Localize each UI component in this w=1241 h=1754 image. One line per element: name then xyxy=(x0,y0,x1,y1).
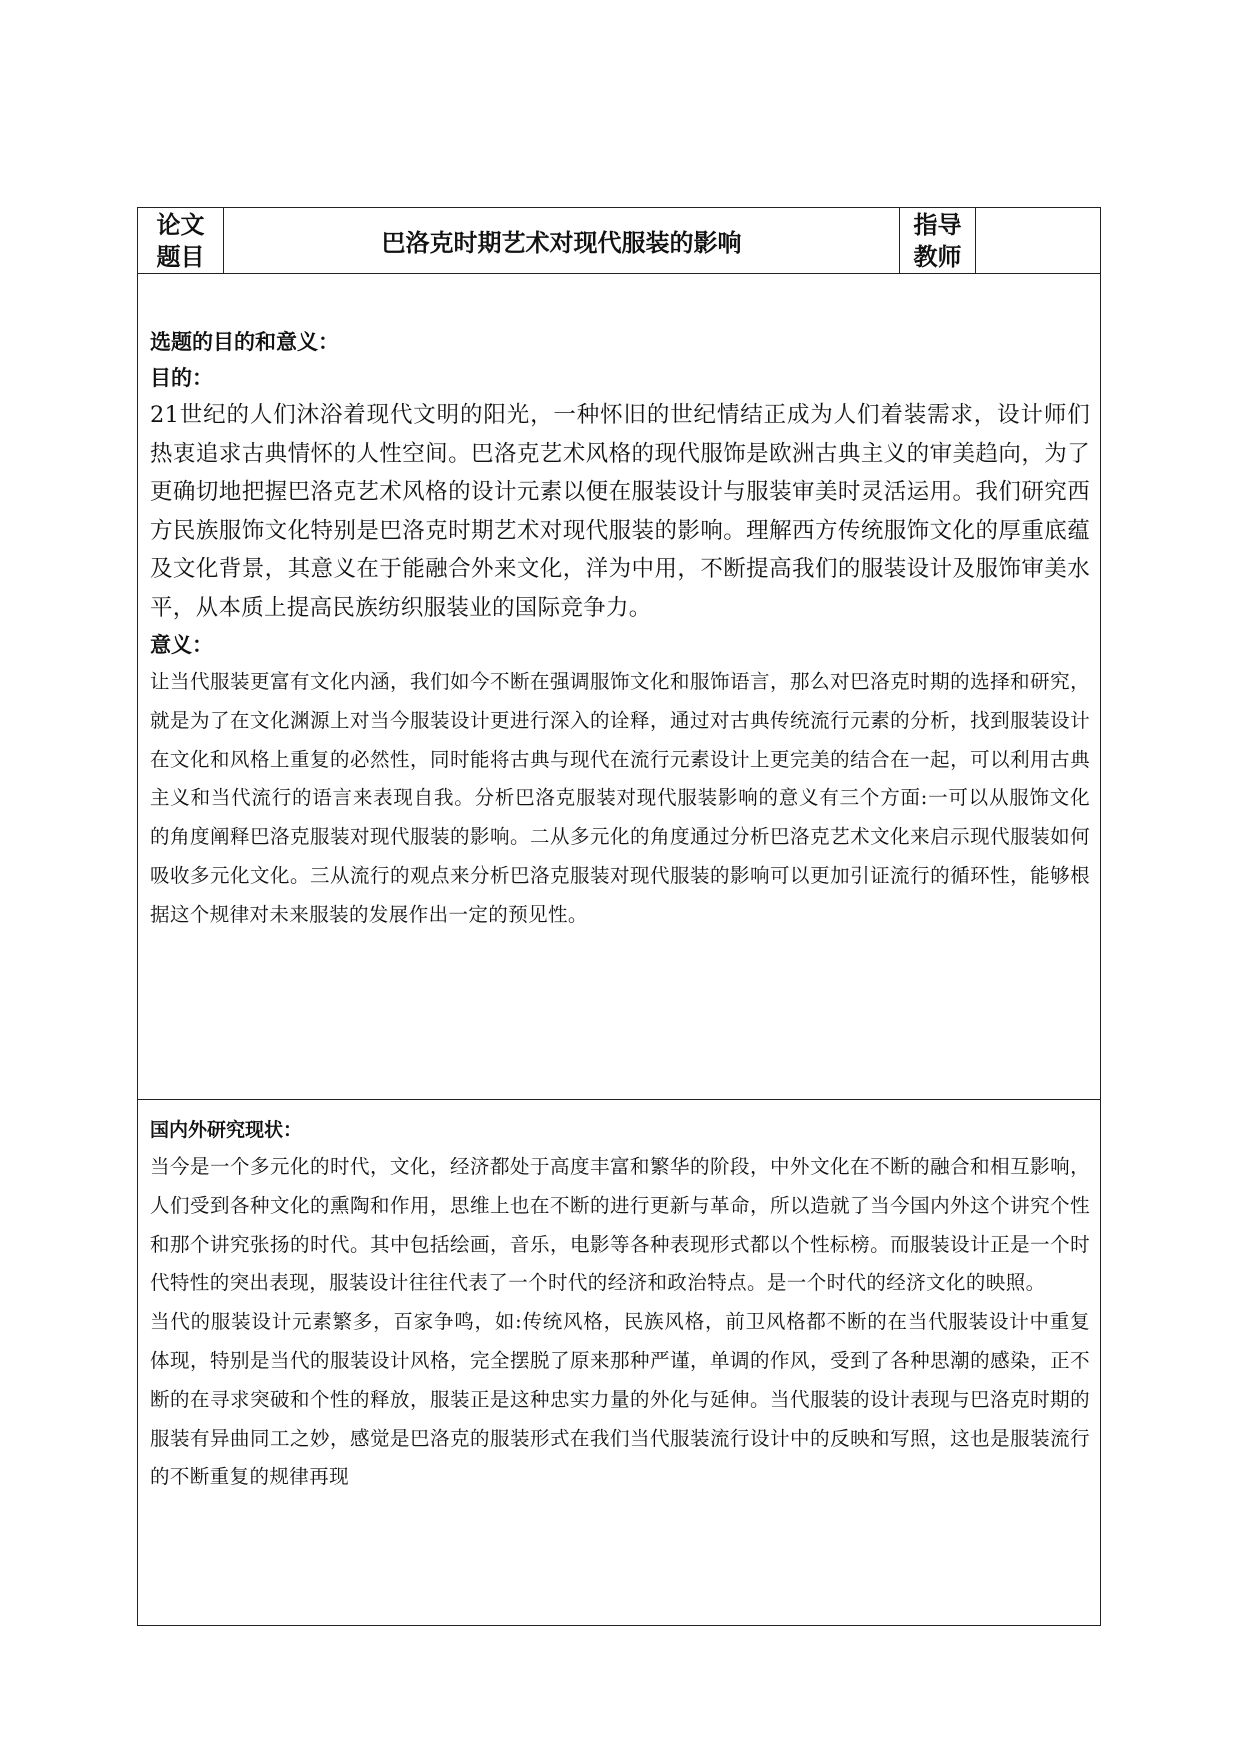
research-paragraph-2: 当代的服装设计元素繁多，百家争鸣，如:传统风格，民族风格，前卫风格都不断的在当代服装设计中重复体现，特别是当代的服装设计风格，完全摆脱了原来那种严谨，单调的作风，受到了各种思潮的感染，正不断的在寻求突破和个性的释放，服装正是这种忠实力量的外化与延伸。当代服装的设计表现与巴洛克时期的服装有异曲同工之妙，感觉是巴洛克的服装形式在我们当代服装流行设计中的反映和写照，这也是服装流行的不断重复的规律再现 xyxy=(150,1310,1090,1489)
advisor-label xyxy=(912,209,964,273)
topic-label-line2: 题目 xyxy=(156,241,205,271)
advisor-value-cell xyxy=(976,208,1102,273)
advisor-label-line2: 教师 xyxy=(913,241,962,271)
significance-text: 让当代服装更富有文化内涵，我们如今不断在强调服饰文化和服饰语言，那么对巴洛克时期的选择和研究，就是为了在文化渊源上对当今服装设计更进行深入的诠释，通过对古典传统流行元素的分析，找到服装设计在文化和风格上重复的必然性，同时能将古典与现代在流行元素设计上更完美的结合在一起，可以利用古典主义和当代流行的语言来表现自我。分析巴洛克服装对现代服装影响的意义有三个方面:一可以从服饰文化的角度阐释巴洛克服装对现代服装的影响。二从多元化的角度通过分析巴洛克艺术文化来启示现代服装如何吸收多元化文化。三从流行的观点来分析巴洛克服装对现代服装的影响可以更加引证流行的循环性，能够根据这个规律对未来服装的发展作出一定的预见性。 xyxy=(150,670,1090,926)
significance-heading: 意义： xyxy=(150,632,213,657)
purpose-heading: 目的： xyxy=(150,365,213,390)
purpose-section-heading: 选题的目的和意义： xyxy=(150,329,339,354)
research-status-section xyxy=(138,1100,1100,1625)
research-paragraph-1: 当今是一个多元化的时代，文化，经济都处于高度丰富和繁华的阶段，中外文化在不断的融合和相互影响，人们受到各种文化的熏陶和作用，思维上也在不断的进行更新与革命，所以造就了当今国内外这个讲究个性和那个讲究张扬的时代。其中包括绘画，音乐，电影等各种表现形式都以个性标榜。而服装设计正是一个时代特性的突出表现，服装设计往往代表了一个时代的经济和政治特点。是一个时代的经济文化的映照。 xyxy=(150,1155,1090,1295)
header-row xyxy=(138,208,1100,274)
advisor-label-line1: 指导 xyxy=(913,209,962,239)
thesis-title-cell xyxy=(224,208,900,273)
topic-label xyxy=(155,209,207,273)
proposal-form-table xyxy=(137,207,1101,1626)
purpose-text: 21世纪的人们沐浴着现代文明的阳光，一种怀旧的世纪情结正成为人们着装需求，设计师们热衷追求古典情怀的人性空间。巴洛克艺术风格的现代服饰是欧洲古典主义的审美趋向，为了更确切地把握巴洛克艺术风格的设计元素以便在服装设计与服装审美时灵活运用。我们研究西方民族服饰文化特别是巴洛克时期艺术对现代服装的影响。理解西方传统服饰文化的厚重底蕴及文化背景，其意义在于能融合外来文化，洋为中用，不断提高我们的服装设计及服饰审美水平，从本质上提高民族纺织服装业的国际竞争力。 xyxy=(150,402,1090,621)
advisor-label-cell xyxy=(900,208,976,273)
research-heading: 国内外研究现状： xyxy=(150,1119,303,1141)
purpose-significance-section xyxy=(138,274,1100,1100)
thesis-title: 巴洛克时期艺术对现代服装的影响 xyxy=(381,228,742,257)
topic-label-line1: 论文 xyxy=(156,209,205,239)
topic-label-cell xyxy=(138,208,224,273)
